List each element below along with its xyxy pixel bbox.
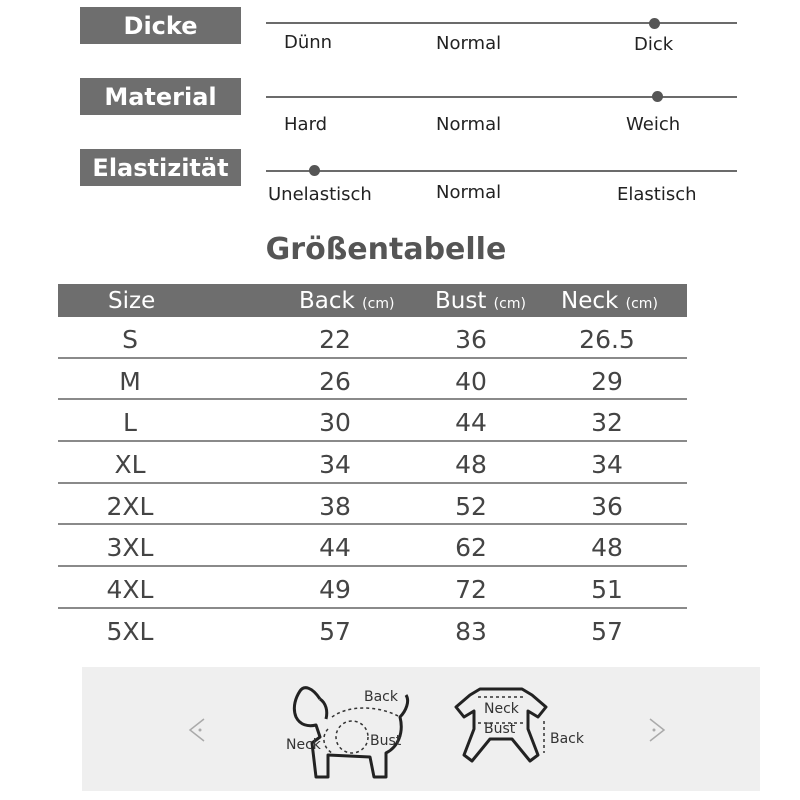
table-row: [58, 400, 687, 442]
garment-front-view-diagram: [450, 681, 590, 781]
table-row: [58, 484, 687, 526]
cell-bust: 40: [455, 366, 487, 396]
cell-neck: 48: [591, 533, 623, 563]
scale-option: Unelastisch: [268, 184, 372, 205]
measurement-guide: [82, 667, 760, 791]
table-row: [58, 525, 687, 567]
cell-size: 3XL: [106, 533, 154, 563]
scale-option: Normal: [436, 33, 502, 54]
dog-side-view-diagram: [282, 677, 442, 787]
table-row: [58, 317, 687, 359]
cell-bust: 72: [455, 575, 487, 605]
scale-line: [266, 96, 737, 98]
scale-option: Normal: [436, 182, 502, 203]
scale-line: [266, 22, 737, 24]
cell-neck: 57: [591, 616, 623, 646]
cell-back: 49: [319, 575, 351, 605]
cell-back: 44: [319, 533, 351, 563]
cell-size: 5XL: [106, 616, 154, 646]
scale-line: [266, 170, 737, 172]
size-chart-title: Größentabelle: [265, 232, 507, 267]
cell-size: S: [122, 325, 138, 354]
table-row: [58, 609, 687, 651]
diagram-label-back: Back: [364, 689, 398, 705]
cell-bust: 62: [455, 533, 487, 563]
chevron-right-icon[interactable]: [646, 717, 668, 749]
attribute-label: Material: [80, 78, 241, 115]
scale-option: Hard: [284, 114, 328, 135]
scale-marker: [649, 18, 660, 29]
column-header-size: Size: [108, 288, 156, 314]
cell-back: 38: [319, 491, 351, 521]
scale-option: Dünn: [284, 32, 333, 53]
scale-marker: [652, 91, 663, 102]
column-header-neck: Neck (cm): [561, 288, 658, 314]
cell-bust: 83: [455, 616, 487, 646]
cell-neck: 26.5: [579, 325, 635, 354]
cell-size: L: [123, 408, 137, 438]
cell-neck: 36: [591, 491, 623, 521]
table-row: [58, 442, 687, 484]
diagram-label-back: Back: [550, 731, 584, 747]
cell-neck: 29: [591, 366, 623, 396]
cell-bust: 48: [455, 450, 487, 480]
scale-option: Weich: [626, 114, 681, 135]
diagram-label-bust: Bust: [484, 721, 516, 737]
diagram-label-bust: Bust: [370, 733, 402, 749]
cell-size: 4XL: [106, 575, 154, 605]
column-header-back: Back (cm): [299, 288, 395, 314]
attribute-label: Elastizität: [80, 149, 241, 186]
cell-neck: 32: [591, 408, 623, 438]
cell-bust: 44: [455, 408, 487, 438]
table-body: [58, 317, 687, 651]
diagram-label-neck: Neck: [286, 737, 321, 753]
column-header-bust: Bust (cm): [435, 288, 526, 314]
table-row: [58, 567, 687, 609]
scale-option: Normal: [436, 114, 502, 135]
attribute-label: Dicke: [80, 7, 241, 44]
cell-bust: 52: [455, 491, 487, 521]
cell-size: 2XL: [106, 491, 154, 521]
size-table: [58, 284, 687, 651]
scale-option: Elastisch: [617, 184, 697, 205]
cell-back: 22: [319, 325, 351, 354]
cell-size: M: [119, 366, 141, 396]
scale-option: Dick: [634, 34, 674, 55]
cell-neck: 34: [591, 450, 623, 480]
scale-marker: [309, 165, 320, 176]
cell-back: 30: [319, 408, 351, 438]
cell-neck: 51: [591, 575, 623, 605]
cell-back: 34: [319, 450, 351, 480]
cell-bust: 36: [455, 325, 487, 354]
cell-back: 26: [319, 366, 351, 396]
diagram-label-neck: Neck: [484, 701, 519, 717]
table-row: [58, 359, 687, 401]
cell-back: 57: [319, 616, 351, 646]
table-header: [58, 284, 687, 317]
chevron-left-icon[interactable]: [186, 717, 208, 749]
cell-size: XL: [114, 450, 146, 480]
